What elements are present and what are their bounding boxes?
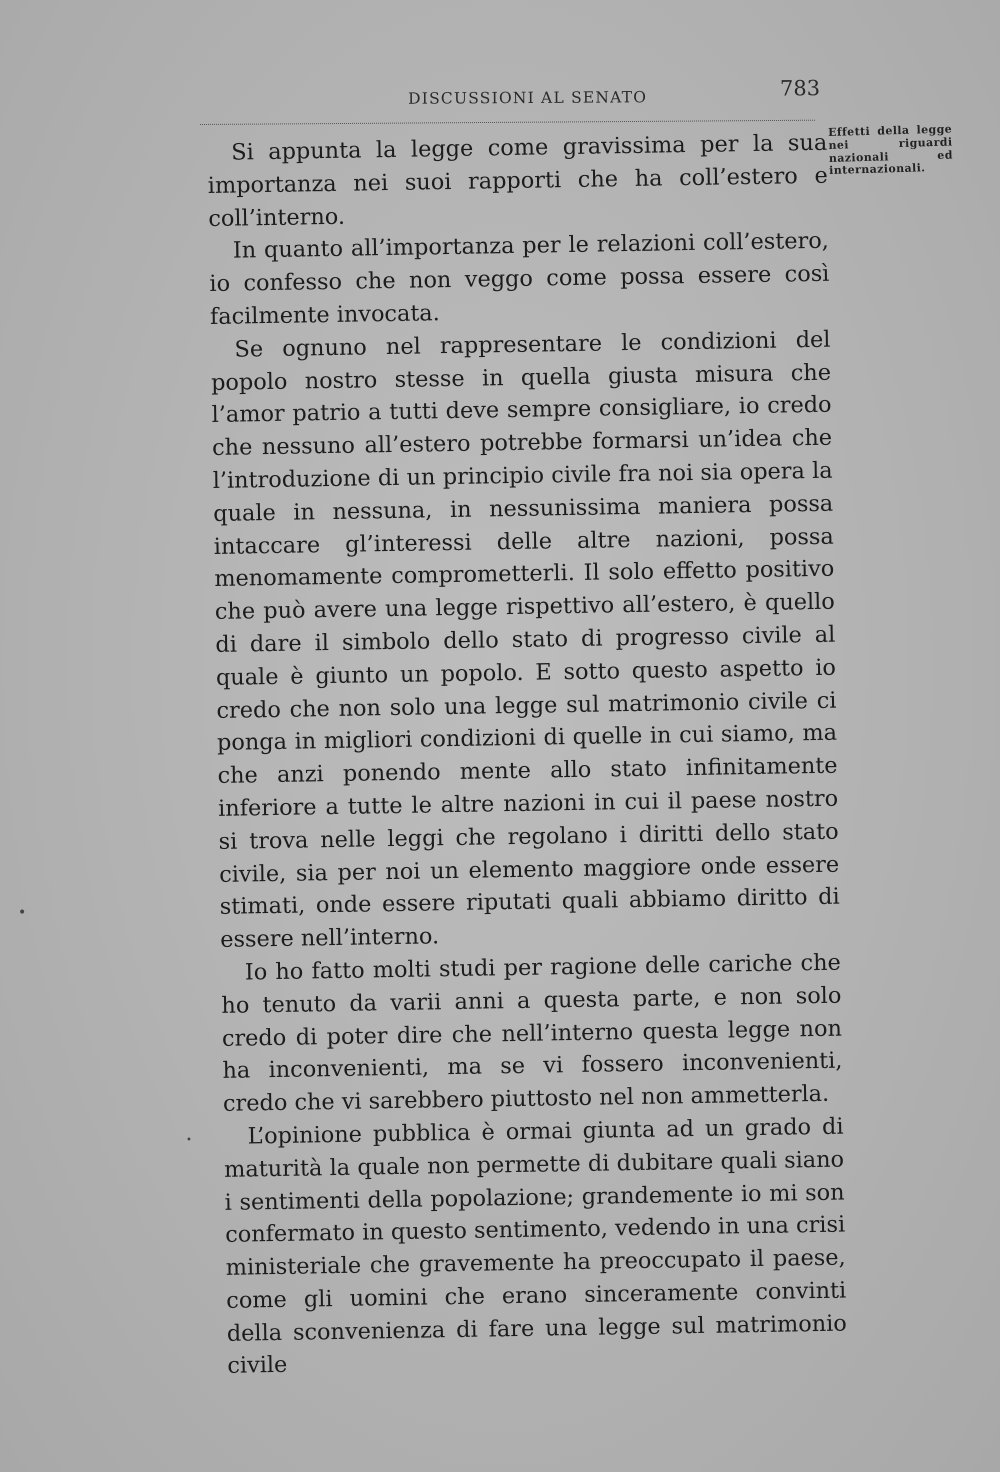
ink-speck: • [186,1135,192,1146]
ink-speck: • [18,905,27,921]
paragraph: Si appunta la legge come gravissima per la sua importanza nei suoi rapporti che ha coll’estero e coll’interno. [207,129,828,232]
main-text [207,127,848,1383]
margin-note: Effetti della legge nei riguardi nazionali ed internazionali. [827,122,954,178]
header-rule [200,120,815,125]
running-title: DISCUSSIONI AL SENATO [408,88,648,108]
paragraph: Io ho fatto molti studi per ragione delle cariche che ho tenuto da varii anni a questa parte, e non solo credo di poter dire che nell’interno questa legge non ha inconvenienti, ma se vi fossero inconvenienti, credo che vi sarebbero piuttosto nel non ammetterla. [221,949,843,1117]
page-header [200,74,825,118]
paragraph: L’opinione pubblica è ormai giunta ad un grado di maturità la quale non permette di dubitare quali siano i sentimenti della popolazione; grandemente io mi son confermato in questo sentimento, vedendo in una crisi ministeriale che gravemente ha preoccupato il paese, come gli uomini che erano sinceramente convinti della sconvenienza di fare una legge sul matrimonio civile [223,1113,847,1380]
paragraph: In quanto all’importanza per le relazioni coll’estero, io confesso che non veggo come possa essere così facilmente invocata. [209,228,830,330]
paragraph: Se ognuno nel rappresentare le condizioni del popolo nostro stesse in quella giusta misura che l’amor patrio a tutti deve sempre consigliare, io credo che nessuno all’estero potrebbe formarsi un’idea che l’introduzione di un principio civile fra noi sia opera la quale in nessuna, in nessunissima maniera possa intaccare gl’interessi delle altre nazioni, possa menomamente comprometterli. Il solo effetto positivo che può avere una legge rispettivo all’estero, è quello di dare il simbolo dello stato di progresso civile al quale è giunto un popolo. E sotto questo aspetto io credo che non solo una legge sul matrimonio civile ci ponga in migliori condizioni di quelle in cui siamo, ma che anzi ponendo mente allo stato infinitamente inferiore a tutte le altre nazioni in cui il paese nostro si trova nelle leggi che regolano i diritti dello stato civile, sia per noi un elemento maggiore onde essere stimati, onde essere riputati quali abbiamo diritto di essere nell’interno. [210,326,840,954]
page-number: 783 [779,76,821,101]
